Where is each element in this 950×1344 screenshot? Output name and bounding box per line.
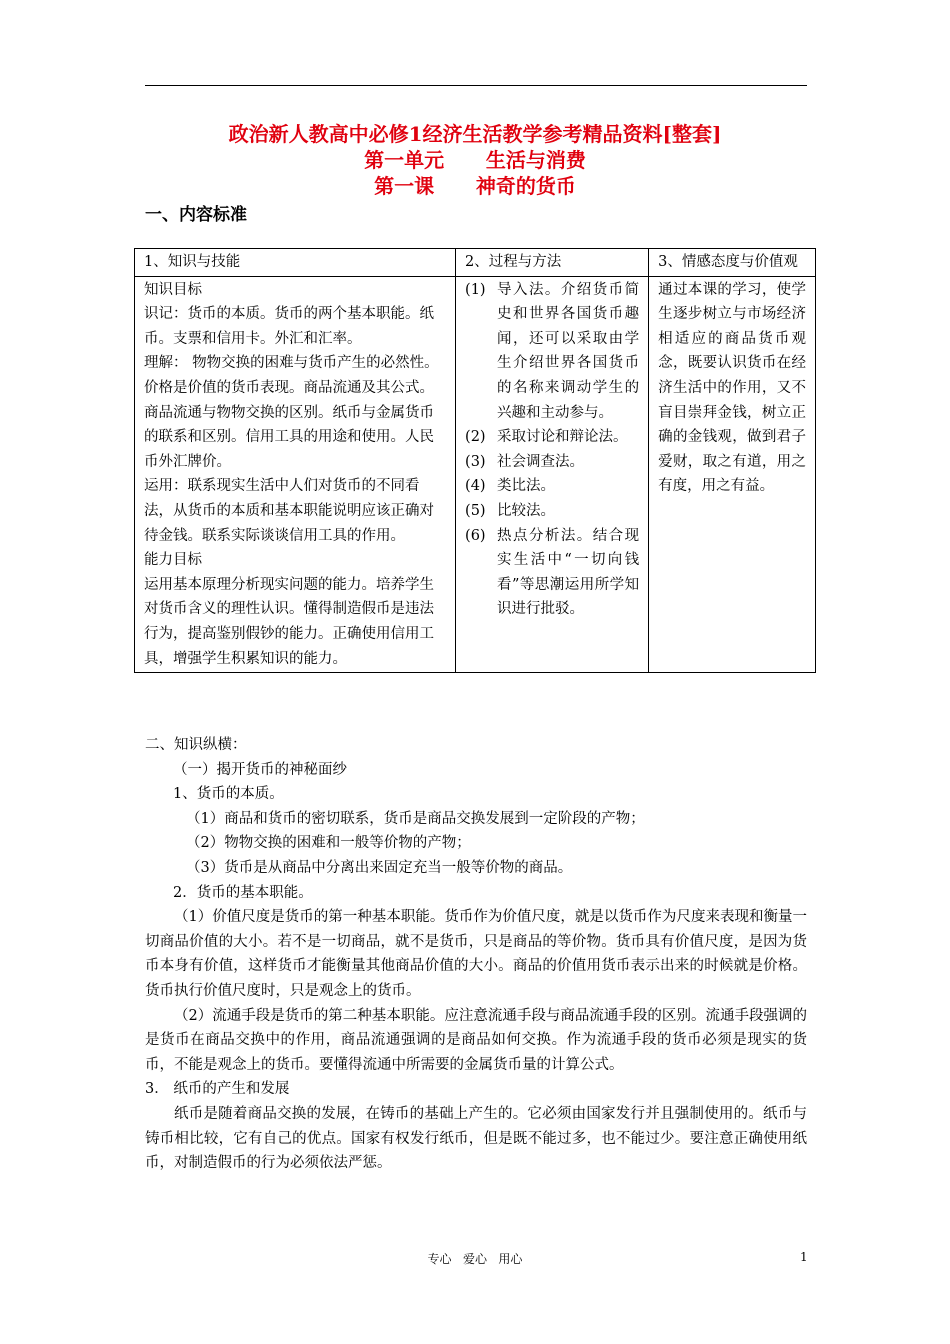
knowledge-section xyxy=(145,733,807,1176)
header-knowledge-skills: 1、知识与技能 xyxy=(135,249,456,277)
method-item: (1) 导入法。介绍货币简史和世界各国货币趣闻，还可以采取由学生介绍世界各国货币的名称来调动学生的兴趣和主动参与。 xyxy=(465,281,640,421)
method-item: (2) 采取讨论和辩论法。 xyxy=(465,429,628,446)
knowledge-goal-label: 知识目标 xyxy=(144,281,202,298)
header-emotion-values: 3、情感态度与价值观 xyxy=(649,249,816,277)
title-line-1: 政治新人教高中必修1经济生活教学参考精品资料[整套] xyxy=(228,122,722,146)
section-heading-knowledge: 二、知识纵横： xyxy=(145,737,247,753)
understand-text: 理解： 物物交换的困难与货币产生的必然性。价格是价值的货币表现。商品流通及其公式。商品流通与物物交换的区别。纸币与金属货币的联系和区别。信用工具的用途和使用。人民币外汇牌价。 xyxy=(144,355,439,470)
title-line-2: 第一单元 生活与消费 xyxy=(364,148,586,172)
standards-table xyxy=(134,248,816,673)
ability-goal-label: 能力目标 xyxy=(144,552,202,569)
method-item: (6) 热点分析法。结合现实生活中“一切向钱看”等思潮运用所学知识进行批驳。 xyxy=(465,527,640,618)
paragraph-circulation: （2）流通手段是货币的第二种基本职能。应注意流通手段与商品流通手段的区别。流通手段强调的是货币在商品交换中的作用，商品流通强调的是商品如何交换。作为流通手段的货币必须是现实的货币，不能是观念上的货币。要懂得流通中所需要的金属货币量的计算公式。 xyxy=(145,1007,807,1073)
process-methods-cell xyxy=(456,276,649,673)
section-heading-content-standard: 一、内容标准 xyxy=(145,205,247,225)
table-header-row xyxy=(135,249,816,277)
method-item: (5) 比较法。 xyxy=(465,502,556,519)
knowledge-skills-cell xyxy=(135,276,456,673)
method-item: (3) 社会调查法。 xyxy=(465,453,585,470)
table-body-row xyxy=(135,276,816,673)
page-number: 1 xyxy=(800,1250,808,1264)
paragraph-value-measure: （1）价值尺度是货币的第一种基本职能。货币作为价值尺度，就是以货币作为尺度来表现和衡量一切商品价值的大小。若不是一切商品，就不是货币，只是商品的等价物。货币具有价值尺度，是因为货币本身有价值，这样货币才能衡量其他商品价值的大小。商品的价值用货币表示出来的时候就是价格。货币执行价值尺度时，只是观念上的货币。 xyxy=(145,909,807,999)
subsection-heading: （一）揭开货币的神秘面纱 xyxy=(173,761,347,778)
emotion-values-cell: 通过本课的学习，使学生逐步树立与市场经济相适应的商品货币观念，既要认识货币在经济生活中的作用，又不盲目崇拜金钱，树立正确的金钱观，做到君子爱财，取之有道，用之有度，用之有益。 xyxy=(649,276,816,673)
list-item: （3）货币是从商品中分离出来固定充当一般等价物的商品。 xyxy=(186,859,573,876)
footer-slogan: 专心 爱心 用心 xyxy=(427,1252,523,1266)
apply-text: 运用：联系现实生活中人们对货币的不同看法，从货币的本质和基本职能说明应该正确对待金钱。联系实际谈谈信用工具的作用。 xyxy=(144,478,434,544)
title-line-3: 第一课 神奇的货币 xyxy=(374,174,576,198)
header-rule xyxy=(145,85,807,86)
point-title-paper-money: 3． 纸币的产生和发展 xyxy=(145,1081,290,1098)
point-title-essence: 1、货币的本质。 xyxy=(173,786,284,803)
paragraph-paper-money: 纸币是随着商品交换的发展，在铸币的基础上产生的。它必须由国家发行并且强制使用的。纸币与铸币相比较，它有自己的优点。国家有权发行纸币，但是既不能过多，也不能过少。要注意正确使用纸币，对制造假币的行为必须依法严惩。 xyxy=(145,1105,807,1172)
method-item: (4) 类比法。 xyxy=(465,478,556,495)
ability-text: 运用基本原理分析现实问题的能力。培养学生对货币含义的理性认识。懂得制造假币是违法行为，提高鉴别假钞的能力。正确使用信用工具，增强学生积累知识的能力。 xyxy=(144,576,434,667)
document-title xyxy=(0,121,950,199)
point-title-functions: 2．货币的基本职能。 xyxy=(173,884,313,901)
list-item: （1）商品和货币的密切联系，货币是商品交换发展到一定阶段的产物； xyxy=(186,810,645,827)
memorize-text: 识记：货币的本质。货币的两个基本职能。纸币。支票和信用卡。外汇和汇率。 xyxy=(144,306,434,347)
list-item: （2）物物交换的困难和一般等价物的产物； xyxy=(186,835,471,852)
header-process-methods: 2、过程与方法 xyxy=(456,249,649,277)
